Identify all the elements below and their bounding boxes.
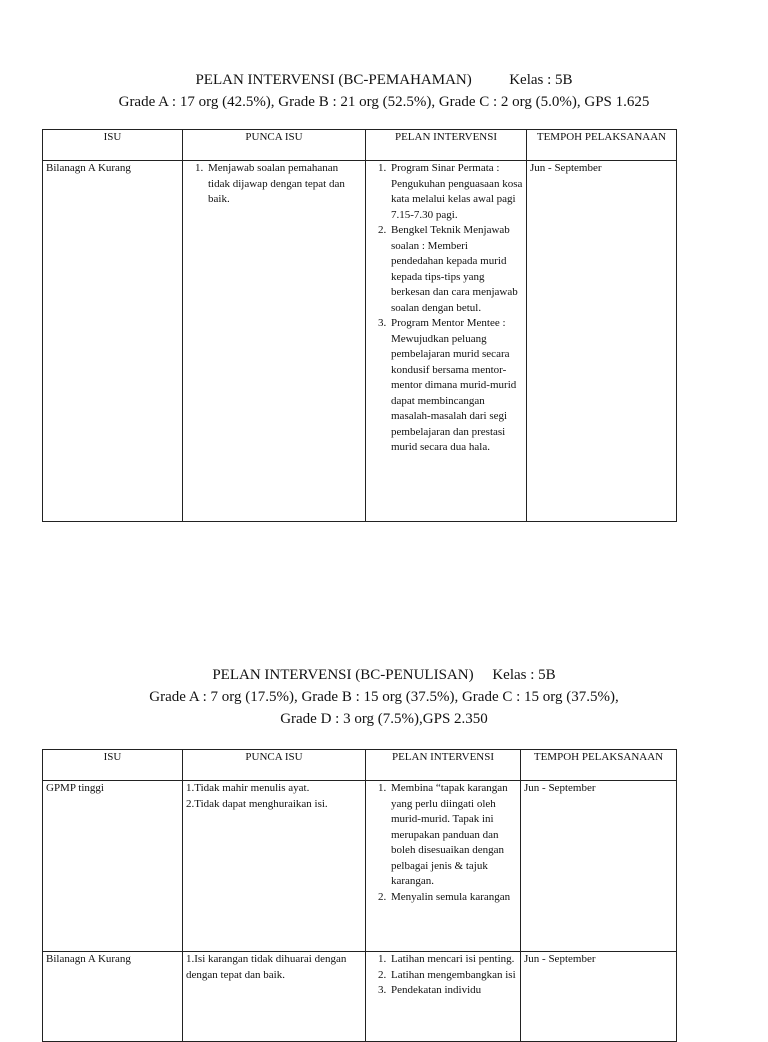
cell-punca-isu	[183, 781, 366, 952]
cell-pelan-intervensi	[366, 161, 527, 522]
list-item: 1. Program Sinar Permata : Pengukuhan penguasaan kosa kata melalui kelas awal pagi 7.15-7.30 pagi.	[389, 161, 523, 223]
section1-header-row	[43, 130, 677, 161]
cell-isu: GPMP tinggi	[43, 781, 183, 952]
cell-isu: Bilanagn A Kurang	[43, 952, 183, 1042]
header-pelan-intervensi: PELAN INTERVENSI	[366, 130, 527, 161]
section1-grades: Grade A : 17 org (42.5%), Grade B : 21 org (52.5%), Grade C : 2 org (5.0%), GPS 1.625	[118, 94, 650, 110]
table-row	[43, 952, 677, 1042]
header-tempoh-pelaksanaan: TEMPOH PELAKSANAAN	[521, 750, 677, 781]
section2-grades: Grade A : 7 org (17.5%), Grade B : 15 org (37.5%), Grade C : 15 org (37.5%),	[149, 689, 619, 705]
cell-tempoh: Jun - September	[527, 161, 677, 522]
cell-punca-isu	[183, 952, 366, 1042]
header-isu: ISU	[43, 750, 183, 781]
cell-tempoh: Jun - September	[521, 952, 677, 1042]
list-item: 2. Menyalin semula karangan	[389, 890, 517, 906]
section2-table	[42, 749, 677, 1042]
section1-table	[42, 129, 677, 522]
section1-title: PELAN INTERVENSI (BC-PEMAHAMAN) Kelas : 5B	[195, 72, 573, 88]
list-item: 1. Menjawab soalan pemahanan tidak dijawap dengan tepat dan baik.	[206, 161, 362, 208]
list-item: 3. Pendekatan individu	[389, 983, 517, 999]
section2-grades-cont: Grade D : 3 org (7.5%),GPS 2.350	[280, 711, 488, 727]
list-item: 1.Isi karangan tidak dihuarai dengan dengan tepat dan baik.	[186, 953, 350, 981]
cell-pelan-intervensi	[366, 781, 521, 952]
list-item: 1.Tidak mahir menulis ayat.	[186, 782, 310, 794]
cell-punca-isu	[183, 161, 366, 522]
section2-header-row	[43, 750, 677, 781]
table-row	[43, 781, 677, 952]
list-item: 3. Program Mentor Mentee : Mewujudkan peluang pembelajaran murid secara kondusif bersama mentor-mentor dimana murid-murid dapat membincangan masalah-masalah dari segi pembelajaran dan prestasi murid secara dua hala.	[389, 316, 523, 456]
cell-pelan-intervensi	[366, 952, 521, 1042]
list-item: 1. Membina “tapak karangan yang perlu diingati oleh murid-murid. Tapak ini merupakan panduan dan boleh disesuaikan dengan pelbagai jenis & tajuk karangan.	[389, 781, 517, 890]
list-item: 2. Latihan mengembangkan isi	[389, 968, 517, 984]
cell-tempoh: Jun - September	[521, 781, 677, 952]
list-item: 2.Tidak dapat menghuraikan isi.	[186, 797, 328, 810]
cell-isu: Bilanagn A Kurang	[43, 161, 183, 522]
header-punca-isu: PUNCA ISU	[183, 750, 366, 781]
header-pelan-intervensi: PELAN INTERVENSI	[366, 750, 521, 781]
list-item: 1. Latihan mencari isi penting.	[389, 952, 517, 968]
list-item: 2. Bengkel Teknik Menjawab soalan : Memberi pendedahan kepada murid kepada tips-tips yang berkesan dan cara menjawab soalan dengan betul.	[389, 223, 523, 316]
section2-title: PELAN INTERVENSI (BC-PENULISAN) Kelas : 5B	[212, 667, 556, 683]
header-isu: ISU	[43, 130, 183, 161]
table-row	[43, 161, 677, 522]
header-tempoh-pelaksanaan: TEMPOH PELAKSANAAN	[527, 130, 677, 161]
header-punca-isu: PUNCA ISU	[183, 130, 366, 161]
